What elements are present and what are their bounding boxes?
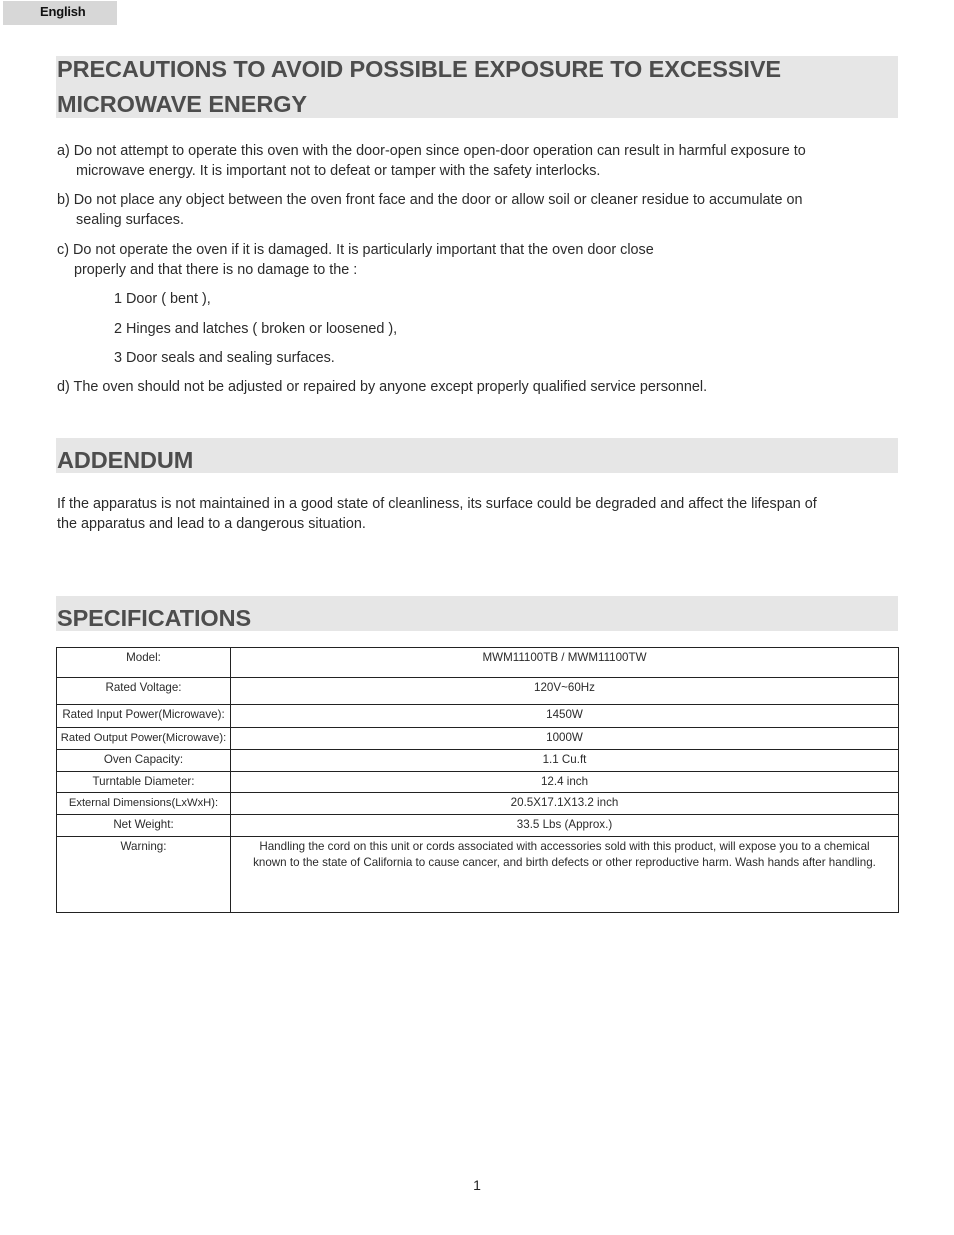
table-row [57, 648, 899, 678]
precaution-c-item: 3 Door seals and sealing surfaces. [114, 350, 335, 366]
page-number: 1 [473, 1177, 481, 1193]
language-tab: English [3, 1, 117, 25]
spec-value: 1000W [231, 728, 899, 750]
spec-label: Warning: [57, 837, 231, 913]
table-row [57, 705, 899, 728]
table-row [57, 728, 899, 750]
precaution-d [57, 377, 892, 397]
addendum-line2: the apparatus and lead to a dangerous situation. [57, 516, 366, 532]
precautions-title-line2: MICROWAVE ENERGY [57, 91, 307, 117]
precaution-a-line2: microwave energy. It is important not to defeat or tamper with the safety interlocks. [76, 163, 601, 179]
precaution-c-line1: c) Do not operate the oven if it is damaged. It is particularly important that the oven door close [57, 242, 654, 258]
addendum-title: ADDENDUM [57, 447, 194, 473]
spec-label: Model: [57, 648, 231, 678]
table-row [57, 815, 899, 837]
precaution-c [57, 240, 892, 280]
table-row [57, 678, 899, 705]
spec-label: Rated Output Power(Microwave): [57, 728, 231, 750]
spec-label: Net Weight: [57, 815, 231, 837]
spec-value: 33.5 Lbs (Approx.) [231, 815, 899, 837]
table-row [57, 750, 899, 772]
table-row [57, 772, 899, 793]
spec-label: Turntable Diameter: [57, 772, 231, 793]
spec-value: 1.1 Cu.ft [231, 750, 899, 772]
spec-label: Rated Input Power(Microwave): [57, 705, 231, 728]
precaution-d-line1: d) The oven should not be adjusted or repaired by anyone except properly qualified service personnel. [57, 379, 708, 395]
spec-value: 12.4 inch [231, 772, 899, 793]
precaution-a [57, 141, 892, 181]
spec-value: Handling the cord on this unit or cords associated with accessories sold with this product, will expose you to a chemical known to the state of California to cause cancer, and birth defects or other reproductive harm. Wash hands after handling. [231, 837, 899, 913]
spec-label: Rated Voltage: [57, 678, 231, 705]
table-row [57, 793, 899, 815]
addendum-line1: If the apparatus is not maintained in a good state of cleanliness, its surface could be degraded and affect the lifespan of [57, 496, 817, 512]
precautions-title [57, 52, 781, 122]
precautions-title-line1: PRECAUTIONS TO AVOID POSSIBLE EXPOSURE TO EXCESSIVE [57, 56, 781, 82]
precaution-a-line1: a) Do not attempt to operate this oven with the door-open since open-door operation can result in harmful exposure to [57, 143, 806, 159]
specifications-table [56, 647, 899, 913]
precaution-c-item: 2 Hinges and latches ( broken or loosened ), [114, 321, 398, 337]
precaution-c-item: 1 Door ( bent ), [114, 291, 211, 307]
spec-label: External Dimensions(LxWxH): [57, 793, 231, 815]
addendum-text [57, 494, 892, 534]
spec-label: Oven Capacity: [57, 750, 231, 772]
specifications-title: SPECIFICATIONS [57, 605, 252, 631]
precaution-b-line2: sealing surfaces. [76, 212, 184, 228]
table-row [57, 837, 899, 913]
precaution-b-line1: b) Do not place any object between the oven front face and the door or allow soil or cleaner residue to accumulate on [57, 192, 803, 208]
spec-value: 120V~60Hz [231, 678, 899, 705]
precaution-c-line2: properly and that there is no damage to the : [74, 262, 358, 278]
precaution-b [57, 190, 892, 230]
spec-value: MWM11100TB / MWM11100TW [231, 648, 899, 678]
spec-value: 20.5X17.1X13.2 inch [231, 793, 899, 815]
spec-value: 1450W [231, 705, 899, 728]
